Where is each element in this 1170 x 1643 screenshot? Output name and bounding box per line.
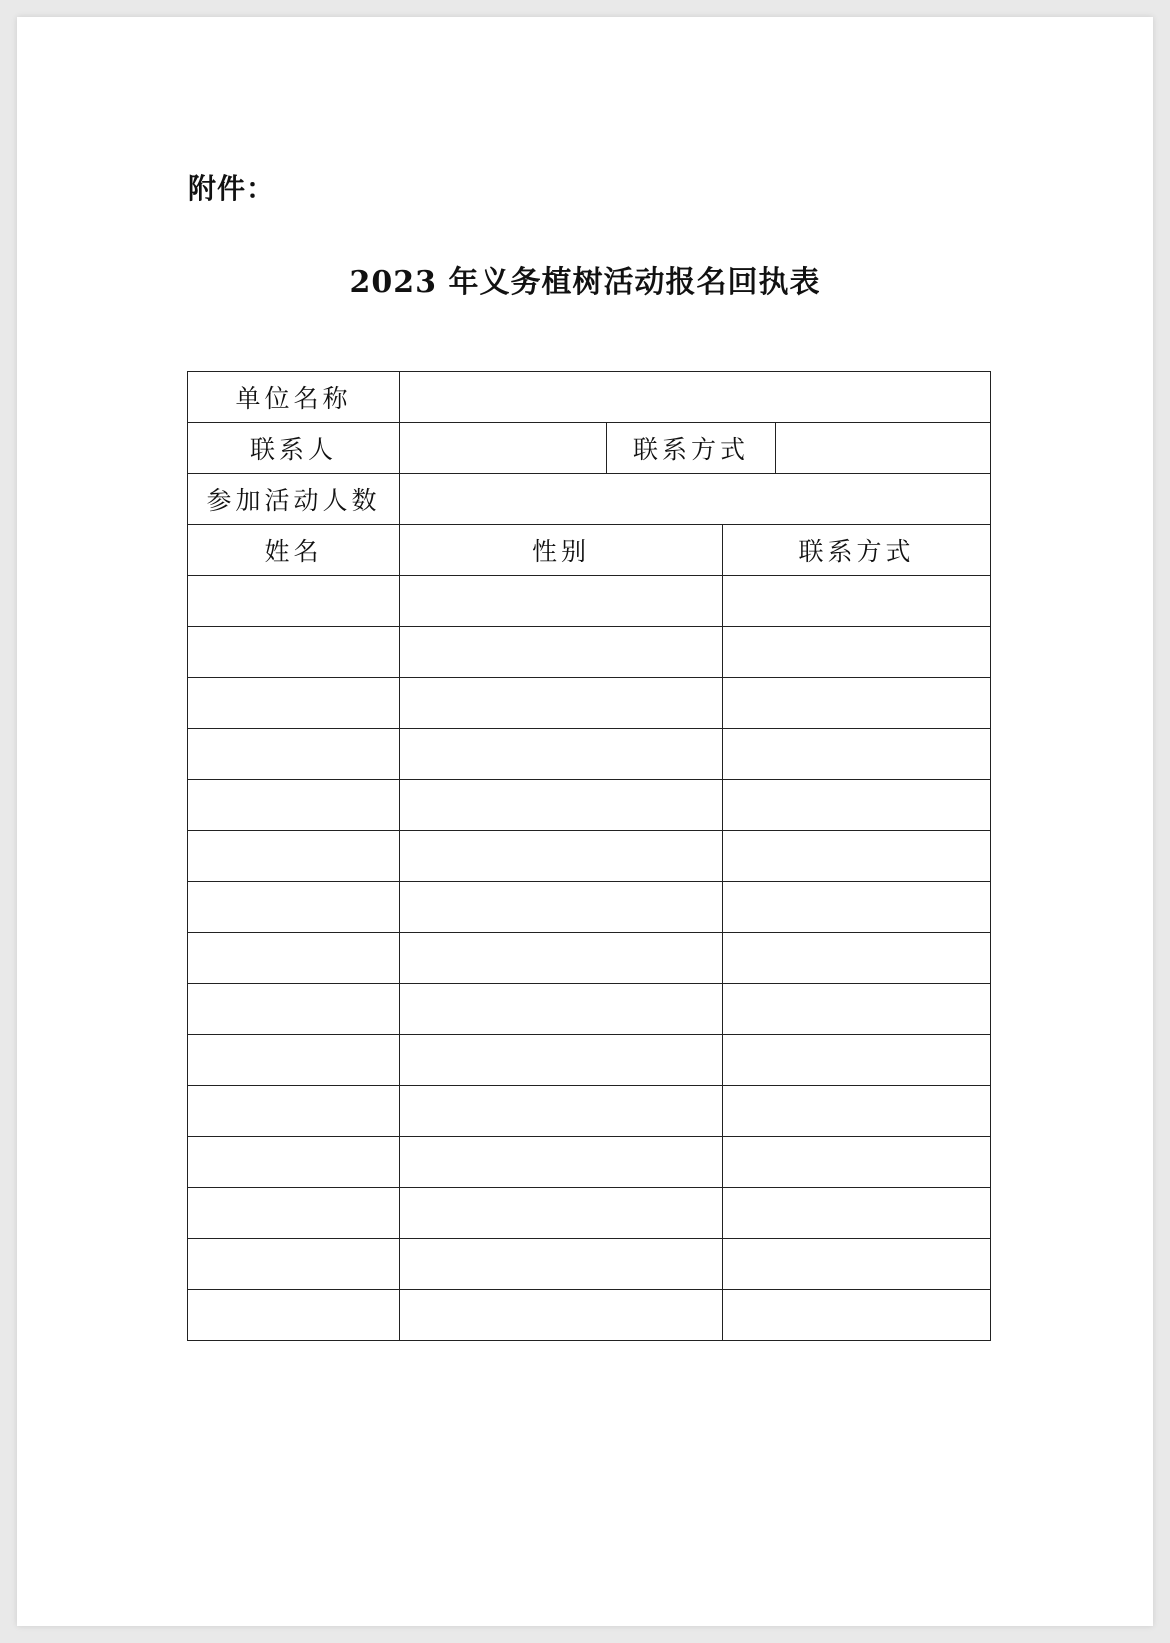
participant-name-cell[interactable] [188,627,400,678]
contact-row [188,423,991,474]
participant-name-cell[interactable] [188,678,400,729]
participant-gender-cell[interactable] [400,1188,723,1239]
participant-gender-cell[interactable] [400,1035,723,1086]
contact-person-value[interactable] [400,423,607,474]
participant-name-cell[interactable] [188,1035,400,1086]
participant-name-cell[interactable] [188,1239,400,1290]
participant-contact-cell[interactable] [723,576,991,627]
participant-gender-cell[interactable] [400,627,723,678]
participant-contact-cell[interactable] [723,1137,991,1188]
org-name-row [188,372,991,423]
column-header-row [188,525,991,576]
participant-gender-cell[interactable] [400,729,723,780]
contact-method-value[interactable] [776,423,991,474]
participant-contact-cell[interactable] [723,627,991,678]
participant-row [188,1137,991,1188]
participant-gender-cell[interactable] [400,1137,723,1188]
form-title: 2023 年义务植树活动报名回执表 [349,265,821,300]
participant-row [188,1188,991,1239]
participant-name-cell[interactable] [188,1188,400,1239]
participant-count-value[interactable] [400,474,991,525]
attachment-label: 附件： [188,172,276,205]
column-header-contact: 联系方式 [723,525,991,576]
participant-contact-cell[interactable] [723,882,991,933]
participant-contact-cell[interactable] [723,1035,991,1086]
org-name-label: 单位名称 [188,372,400,423]
participant-contact-cell[interactable] [723,1290,991,1341]
participant-row [188,678,991,729]
participant-name-cell[interactable] [188,1086,400,1137]
participant-name-cell[interactable] [188,984,400,1035]
participant-gender-cell[interactable] [400,678,723,729]
participant-name-cell[interactable] [188,576,400,627]
contact-person-label: 联系人 [188,423,400,474]
participant-row [188,627,991,678]
participant-name-cell[interactable] [188,882,400,933]
participant-row [188,1290,991,1341]
participant-contact-cell[interactable] [723,984,991,1035]
document-page [17,17,1153,1626]
participant-contact-cell[interactable] [723,729,991,780]
participant-gender-cell[interactable] [400,933,723,984]
participant-row [188,1239,991,1290]
participant-name-cell[interactable] [188,1290,400,1341]
participant-gender-cell[interactable] [400,984,723,1035]
participant-row [188,1035,991,1086]
participant-row [188,729,991,780]
registration-table [187,371,991,1341]
participant-name-cell[interactable] [188,933,400,984]
participant-count-row [188,474,991,525]
participant-name-cell[interactable] [188,1137,400,1188]
participant-name-cell[interactable] [188,831,400,882]
participant-name-cell[interactable] [188,729,400,780]
participant-gender-cell[interactable] [400,831,723,882]
participant-row [188,933,991,984]
participant-row [188,831,991,882]
participant-contact-cell[interactable] [723,933,991,984]
participant-contact-cell[interactable] [723,1086,991,1137]
column-header-gender: 性别 [400,525,723,576]
participant-name-cell[interactable] [188,780,400,831]
participant-contact-cell[interactable] [723,678,991,729]
participant-gender-cell[interactable] [400,882,723,933]
contact-method-label: 联系方式 [607,423,776,474]
participant-row [188,780,991,831]
participant-contact-cell[interactable] [723,1188,991,1239]
participant-gender-cell[interactable] [400,1086,723,1137]
participant-row [188,882,991,933]
participant-gender-cell[interactable] [400,780,723,831]
participant-contact-cell[interactable] [723,780,991,831]
participant-contact-cell[interactable] [723,1239,991,1290]
participant-row [188,1086,991,1137]
participant-gender-cell[interactable] [400,1290,723,1341]
participant-count-label: 参加活动人数 [188,474,400,525]
org-name-value[interactable] [400,372,991,423]
participant-row [188,576,991,627]
participant-contact-cell[interactable] [723,831,991,882]
participant-gender-cell[interactable] [400,576,723,627]
participant-row [188,984,991,1035]
participant-gender-cell[interactable] [400,1239,723,1290]
column-header-name: 姓名 [188,525,400,576]
